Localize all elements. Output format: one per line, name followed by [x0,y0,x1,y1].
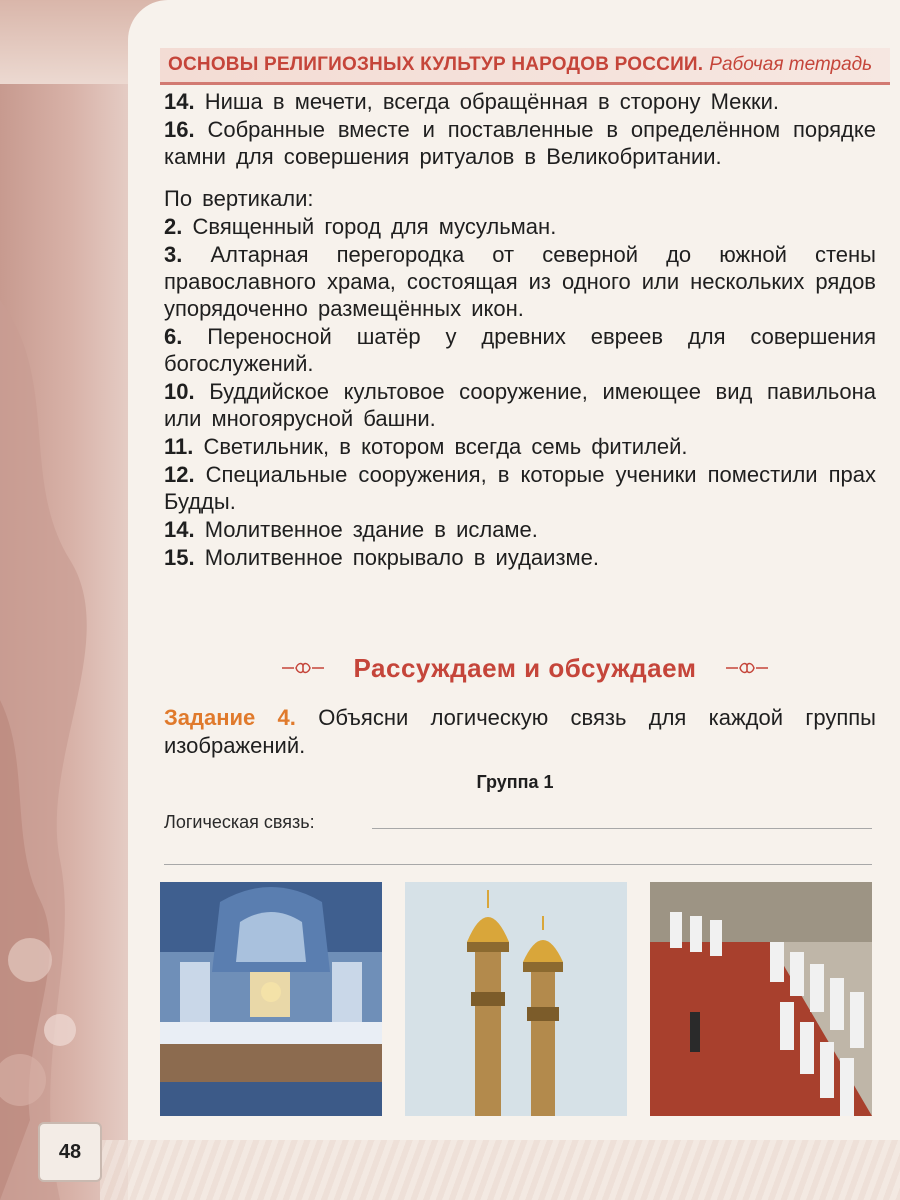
task-label: Задание 4. [164,705,296,730]
group-title: Группа 1 [476,772,554,792]
clue-vertical-14: 14. Молитвенное здание в исламе. [164,517,538,542]
section-title: Рассуждаем и обсуждаем [353,652,697,683]
answer-line-2[interactable] [164,864,872,865]
answer-line-1[interactable] [372,828,872,829]
running-head [160,48,890,85]
mosque-interior-image [160,882,382,1116]
clue-vertical-6: 6. Переносной шатёр у древних евреев для совершения богослужений. [164,324,876,376]
clue-horizontal-14: 14. Ниша в мечети, всегда обращённая в сторону Мекки. [164,89,780,114]
section-heading [230,648,820,688]
prayer-crowd-image [650,882,872,1116]
minarets-image [405,882,627,1116]
task-text: Объясни логическую связь для каждой группы изображений. [164,705,876,758]
clue-vertical-12: 12. Специальные сооружения, в которые ученики поместили прах Будды. [164,462,876,514]
clue-vertical-3: 3. Алтарная перегородка от северной до южной стены православного храма, состоящая из одного или нескольких рядов упорядоченно размещённых икон. [164,242,876,321]
clue-vertical-10: 10. Буддийское культовое сооружение, имеющее вид павильона или многоярусной башни. [164,379,876,431]
clue-horizontal-16: 16. Собранные вместе и поставленные в определённом порядке камни для совершения ритуалов в Великобритании. [164,117,876,169]
book-subtitle: Рабочая тетрадь [709,54,873,75]
page-number: 48 [38,1122,102,1182]
crossword-clues [164,88,876,572]
clue-vertical-15: 15. Молитвенное покрывало в иудаизме. [164,545,600,570]
book-title: ОСНОВЫ РЕЛИГИОЗНЫХ КУЛЬТУР НАРОДОВ РОССИИ. [168,54,704,75]
logic-label: Логическая связь: [164,812,315,832]
ornament-left-icon [280,659,326,677]
clue-vertical-11: 11. Светильник, в котором всегда семь фитилей. [164,434,688,459]
bottom-decoration [100,1140,900,1200]
task-4 [164,704,876,760]
ornament-right-icon [724,659,770,677]
clue-vertical-2: 2. Священный город для мусульман. [164,214,557,239]
vertical-heading: По вертикали: [164,186,314,211]
